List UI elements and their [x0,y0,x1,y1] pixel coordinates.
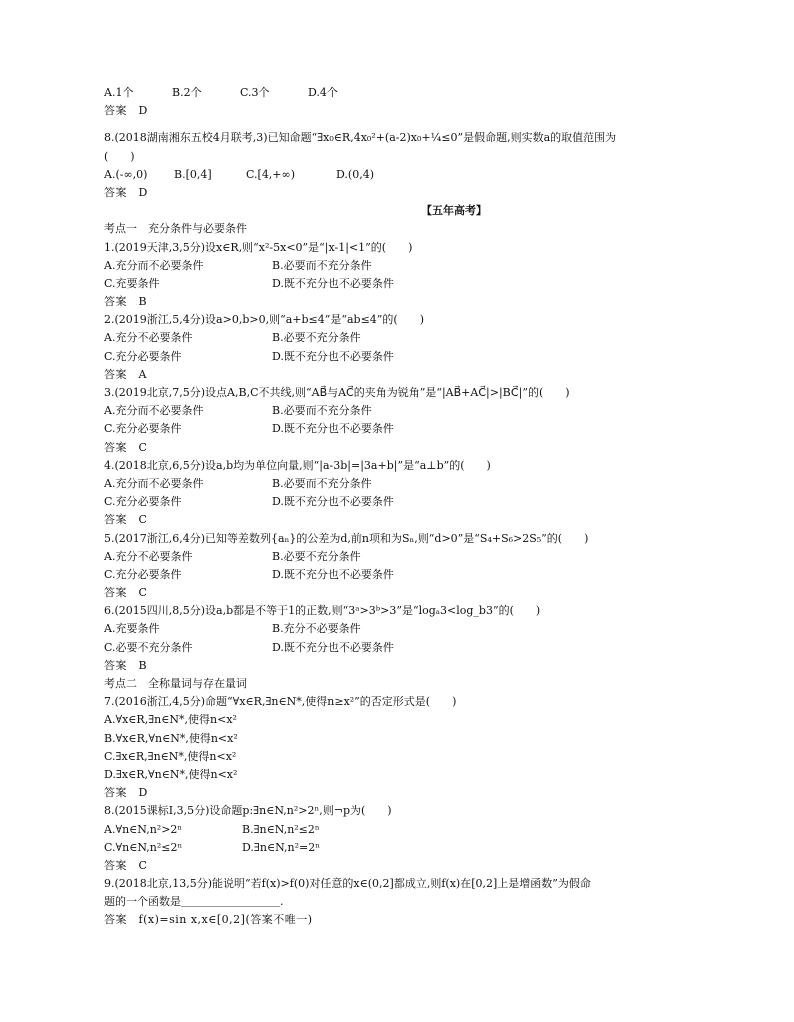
option-b: D.既不充分也不必要条件 [272,495,394,509]
text-line: 6.(2015四川,8,5分)设a,b都是不等于1的正数,则“3ᵃ>3ᵇ>3”是“logₐ3<log_b3”的( ) [104,604,541,618]
options-row [104,639,744,657]
answer-line: 答案 D [104,185,148,199]
document-body [104,84,744,930]
options-row [104,402,744,420]
text-line: ( ) [104,149,135,163]
options-row [104,420,744,438]
option-b: D.既不充分也不必要条件 [272,640,394,654]
answer-line: 答案 C [104,513,148,527]
text-line: 考点二 全称量词与存在量词 [104,677,247,690]
options-row [104,493,744,511]
option-a: A.充分而不必要条件 [104,258,204,272]
option-b: D.既不充分也不必要条件 [272,349,394,363]
option-a: A.充要条件 [104,622,160,636]
option-c: C.3个 [240,86,270,99]
text-line: 题的一个函数是＿＿＿＿＿＿＿＿＿. [104,895,284,909]
option-b: D.既不充分也不必要条件 [272,567,394,581]
option-b: B.必要不充分条件 [272,331,361,345]
option-b: B.必要而不充分条件 [272,404,372,418]
option-a: A.1个 [104,86,134,99]
answer-line: 答案 B [104,295,148,309]
answer-line: 答案 f(x)=sin x,x∈[0,2](答案不唯一) [104,913,313,927]
option-b: B.[0,4] [174,167,212,181]
answer-line: 答案 D [104,104,148,118]
option-a: A.(-∞,0) [104,167,148,181]
answer-line: 答案 D [104,786,148,800]
text-line: 9.(2018北京,13,5分)能说明“若f(x)>f(0)对任意的x∈(0,2]都成立,则f(x)在[0,2]上是增函数”为假命 [104,877,591,891]
options-row [104,329,744,347]
text-line: C.∃x∈R,∃n∈N*,使得n<x² [104,749,237,763]
option-a: C.充分必要条件 [104,349,182,363]
option-a: C.充分必要条件 [104,422,182,436]
option-b: D.∃n∈N,n²=2ⁿ [242,840,321,854]
option-a: C.充分必要条件 [104,495,182,509]
option-a: A.充分不必要条件 [104,331,193,345]
option-d: D.4个 [308,86,338,99]
answer-line: 答案 C [104,858,148,872]
option-b: D.既不充分也不必要条件 [272,276,394,290]
option-a: C.充要条件 [104,276,160,290]
option-b: B.必要而不充分条件 [272,476,372,490]
text-line: 7.(2016浙江,4,5分)命题“∀x∈R,∃n∈N*,使得n≥x²”的否定形式是( ) [104,695,457,709]
option-b: B.∃n∈N,n²≤2ⁿ [242,822,320,836]
option-b: D.既不充分也不必要条件 [272,422,394,436]
option-a: A.∀n∈N,n²>2ⁿ [104,822,183,836]
options-row [104,257,744,275]
options-row [104,84,744,102]
text-line: 1.(2019天津,3,5分)设x∈R,则“x²-5x<0”是“|x-1|<1”的( ) [104,240,413,254]
option-b: B.必要不充分条件 [272,549,361,563]
options-row [104,620,744,638]
answer-line: 答案 C [104,586,148,600]
text-line: 8.(2018湖南湘东五校4月联考,3)已知命题“∃x₀∈R,4x₀²+(a-2)x₀+¼≤0”是假命题,则实数a的取值范围为 [104,131,617,145]
option-b: B.2个 [172,86,202,99]
text-line: B.∀x∈R,∀n∈N*,使得n<x² [104,731,238,745]
text-line: 5.(2017浙江,6,4分)已知等差数列{aₙ}的公差为d,前n项和为Sₙ,则“d>0”是“S₄+S₆>2S₅”的( ) [104,531,589,545]
text-line: 2.(2019浙江,5,4分)设a>0,b>0,则“a+b≤4”是“ab≤4”的( ) [104,313,425,327]
text-line: 8.(2015课标Ⅰ,3,5分)设命题p:∃n∈N,n²>2ⁿ,则¬p为( ) [104,804,392,818]
option-a: C.必要不充分条件 [104,640,193,654]
option-d: D.(0,4) [336,167,375,181]
text-line: 考点一 充分条件与必要条件 [104,222,247,236]
option-b: B.必要而不充分条件 [272,258,372,272]
options-row [104,821,744,839]
answer-line: 答案 B [104,658,148,672]
option-c: C.[4,+∞) [246,167,295,181]
option-a: C.∀n∈N,n²≤2ⁿ [104,840,183,854]
option-a: A.充分而不必要条件 [104,476,204,490]
section-heading: 【五年高考】 [421,204,487,218]
options-row [104,348,744,366]
text-line: A.∀x∈R,∃n∈N*,使得n<x² [104,713,237,727]
option-a: C.充分必要条件 [104,567,182,581]
answer-line: 答案 C [104,440,148,454]
options-row [104,475,744,493]
text-line: 3.(2019北京,7,5分)设点A,B,C不共线,则“AB⃗与AC⃗的夹角为锐角”是“|AB⃗+AC⃗|>|BC⃗|”的( ) [104,386,570,399]
spacer [104,120,744,129]
option-b: B.充分不必要条件 [272,622,361,636]
option-a: A.充分而不必要条件 [104,404,204,418]
options-row [104,548,744,566]
text-line: D.∃x∈R,∀n∈N*,使得n<x² [104,767,238,781]
options-row [104,275,744,293]
text-line: 4.(2018北京,6,5分)设a,b均为单位向量,则“|a-3b|=|3a+b|”是“a⊥b”的( ) [104,458,491,472]
option-a: A.充分不必要条件 [104,549,193,563]
answer-line: 答案 A [104,367,147,381]
options-row [104,166,744,184]
options-row [104,839,744,857]
options-row [104,566,744,584]
